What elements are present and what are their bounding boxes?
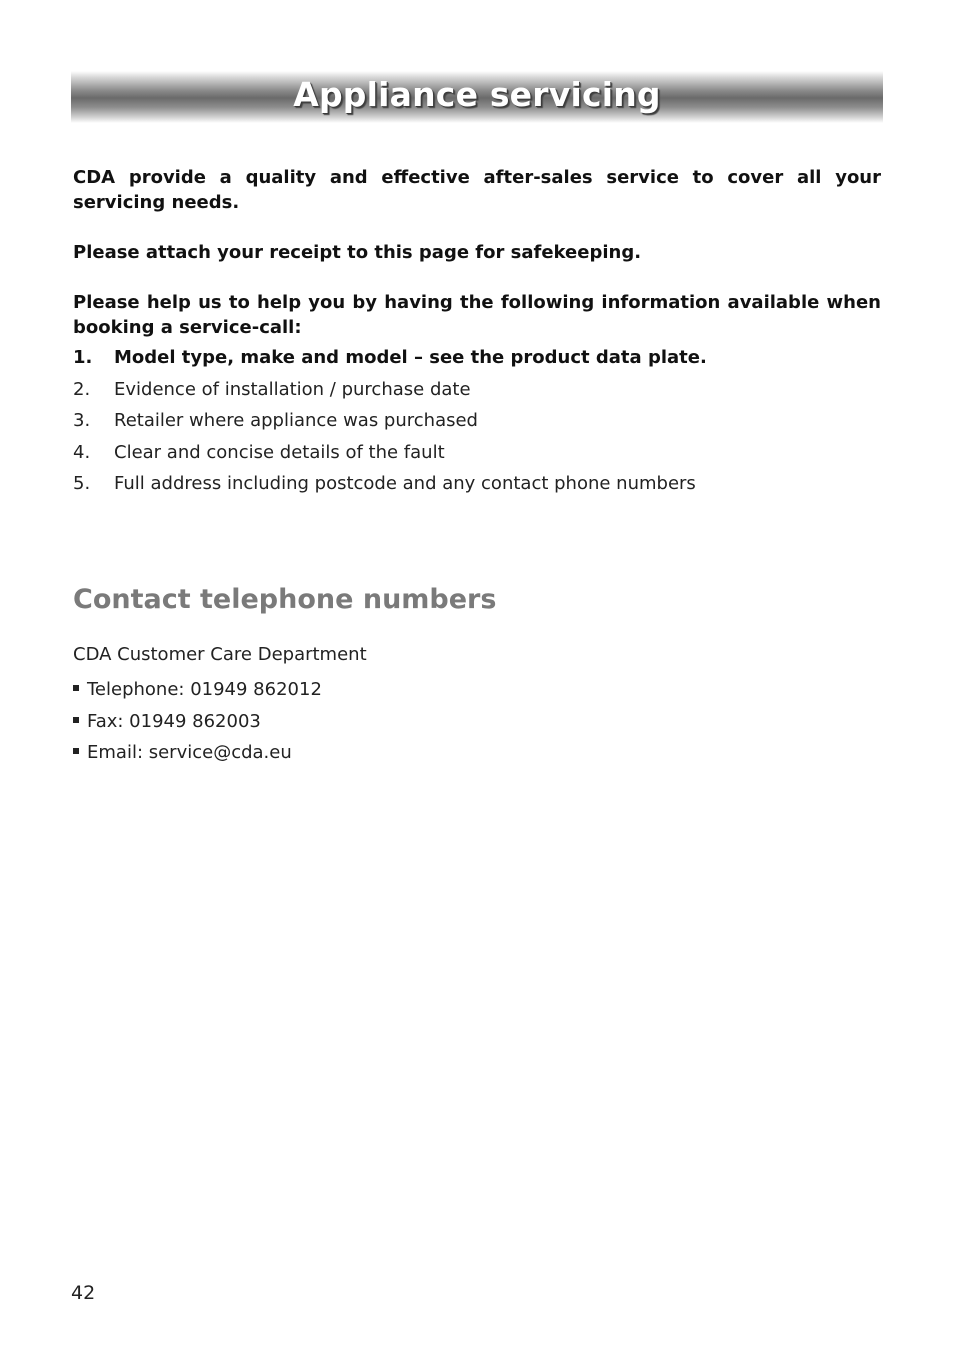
list-item: [73, 405, 881, 437]
square-bullet-icon: [73, 748, 79, 754]
contact-department: CDA Customer Care Department: [73, 644, 367, 665]
list-item-text: Retailer where appliance was purchased: [114, 410, 478, 431]
contact-telephone-text: Telephone: 01949 862012: [87, 679, 322, 700]
help-paragraph: Please help us to help you by having the following information available when booking a service-call:: [73, 292, 881, 338]
contact-email-text: Email: service@cda.eu: [87, 742, 292, 763]
list-item: [73, 437, 881, 469]
square-bullet-icon: [73, 685, 79, 691]
list-item-text: Model type, make and model – see the product data plate.: [114, 347, 707, 368]
title-banner: [71, 71, 883, 123]
contact-list: [73, 674, 322, 769]
receipt-note: Please attach your receipt to this page for safekeeping.: [73, 242, 642, 263]
service-info-list: [73, 342, 881, 500]
list-item-text: Full address including postcode and any contact phone numbers: [114, 473, 696, 494]
list-item: [73, 468, 881, 500]
list-item-text: Evidence of installation / purchase date: [114, 378, 471, 400]
list-item-number: 2.: [73, 378, 91, 400]
contact-fax: [73, 706, 322, 738]
list-item-number: 4.: [73, 441, 91, 463]
list-item-number: 1.: [73, 347, 93, 368]
list-item: [73, 374, 881, 406]
contact-telephone: [73, 674, 322, 706]
contact-email: [73, 737, 322, 769]
list-item-text: Clear and concise details of the fault: [114, 441, 445, 463]
contact-heading: Contact telephone numbers: [73, 584, 497, 615]
page-title: Appliance servicing: [293, 75, 661, 114]
page-number: 42: [71, 1282, 96, 1304]
list-item: [73, 342, 881, 374]
square-bullet-icon: [73, 717, 79, 723]
contact-fax-text: Fax: 01949 862003: [87, 710, 261, 732]
list-item-number: 5.: [73, 473, 91, 494]
intro-paragraph: CDA provide a quality and effective after-sales service to cover all your servicing needs.: [73, 167, 881, 213]
list-item-number: 3.: [73, 410, 91, 431]
